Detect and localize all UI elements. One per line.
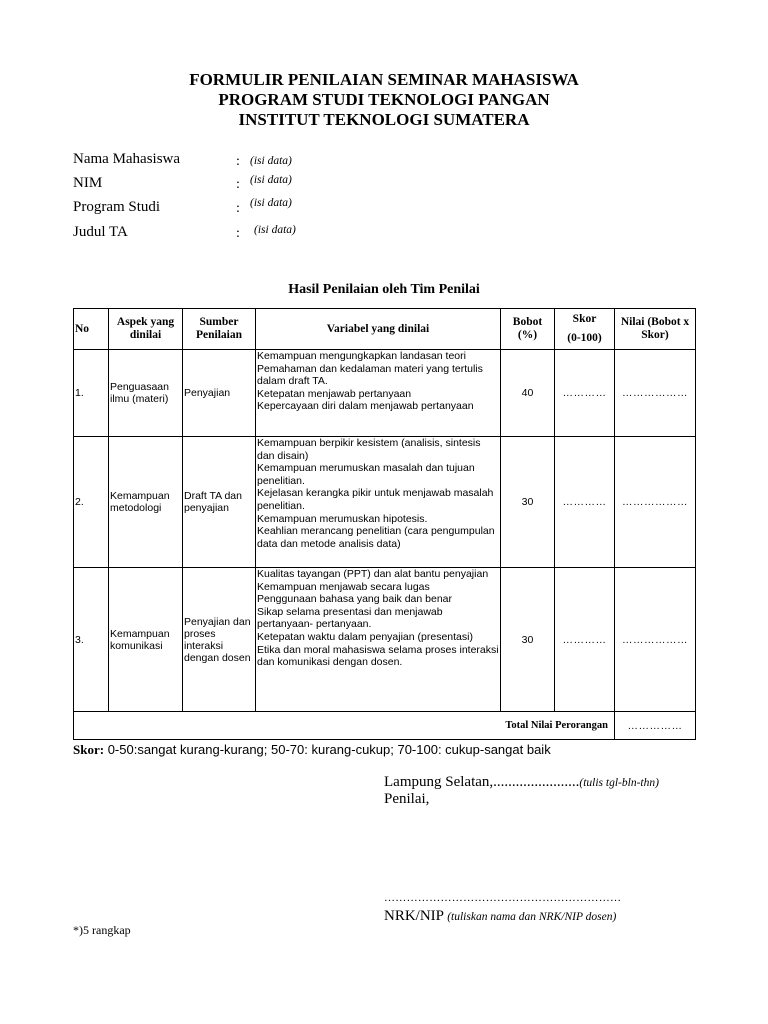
row-skor-input[interactable]: ………… <box>555 350 615 437</box>
score-scale <box>73 742 551 758</box>
header-no: No <box>74 309 109 350</box>
footnote: *)5 rangkap <box>73 923 131 937</box>
header-skor-line2: (0-100) <box>567 332 602 344</box>
total-row <box>74 712 696 740</box>
criterion: Kemampuan merumuskan masalah dan tujuan penelitian. <box>257 462 475 487</box>
criterion: Kemampuan merumuskan hipotesis. <box>257 512 428 525</box>
row-criteria <box>256 437 501 568</box>
field-colon: : <box>236 177 240 192</box>
row-no: 1. <box>74 350 109 437</box>
field-label: Nama Mahasiswa <box>73 151 181 167</box>
signature-line[interactable]: ……………………………………………………… <box>384 892 622 904</box>
row-bobot: 30 <box>501 568 555 712</box>
header-sumber: Sumber Penilaian <box>183 309 256 350</box>
signature-assessor: Penilai, <box>384 791 430 807</box>
section-title: Hasil Penilaian oleh Tim Penilai <box>288 282 480 297</box>
row-bobot: 40 <box>501 350 555 437</box>
row-aspek: Kemampuan metodologi <box>109 437 183 568</box>
score-scale-text: 0-50:sangat kurang-kurang; 50-70: kurang-cukup; 70-100: cukup-sangat baik <box>107 742 551 757</box>
criterion: Pemahaman dan kedalaman materi yang tertulis dalam draft TA. <box>257 362 483 388</box>
total-value-input[interactable]: …………… <box>615 712 696 740</box>
field-label: Program Studi <box>73 199 161 215</box>
row-aspek: Penguasaan ilmu (materi) <box>109 350 183 437</box>
header-nilai: Nilai (Bobot x Skor) <box>615 309 696 350</box>
row-no: 2. <box>74 437 109 568</box>
criterion: Etika dan moral mahasiswa selama proses interaksi dan komunikasi dengan dosen. <box>257 643 499 669</box>
header-bobot: Bobot (%) <box>501 309 555 350</box>
header-aspek: Aspek yang dinilai <box>109 309 183 350</box>
row-criteria <box>256 568 501 712</box>
assessment-table <box>73 308 696 740</box>
field-colon: : <box>236 154 240 169</box>
row-criteria <box>256 350 501 437</box>
score-scale-label: Skor: <box>73 742 105 757</box>
criterion: Penggunaan bahasa yang baik dan benar <box>257 593 452 606</box>
field-colon: : <box>236 226 240 241</box>
header-skor <box>555 309 615 350</box>
row-sumber: Penyajian <box>183 350 256 437</box>
field-value[interactable]: (isi data) <box>250 155 292 167</box>
field-label: NIM <box>73 175 103 191</box>
criterion: Keahlian merancang penelitian (cara pengumpulan data dan metode analisis data) <box>257 525 495 550</box>
table-row <box>74 350 696 437</box>
signature-nrk-hint: (tuliskan nama dan NRK/NIP dosen) <box>447 911 617 923</box>
row-no: 3. <box>74 568 109 712</box>
criterion: Kualitas tayangan (PPT) dan alat bantu penyajian <box>257 568 489 580</box>
row-skor-input[interactable]: ………… <box>555 437 615 568</box>
criterion: Ketepatan waktu dalam penyajian (presentasi) <box>257 630 473 643</box>
row-skor-input[interactable]: ………… <box>555 568 615 712</box>
criterion: Kejelasan kerangka pikir untuk menjawab masalah penelitian. <box>257 487 494 512</box>
criterion: Kemampuan berpikir kesistem (analisis, sintesis dan disain) <box>257 437 481 462</box>
field-value[interactable]: (isi data) <box>250 197 292 209</box>
row-nilai-input[interactable]: ……………… <box>615 568 696 712</box>
signature-nrk <box>384 908 616 925</box>
field-label: Judul TA <box>73 224 128 240</box>
criterion: Sikap selama presentasi dan menjawab pertanyaan- pertanyaan. <box>257 605 443 631</box>
header-variabel: Variabel yang dinilai <box>256 309 501 350</box>
field-value[interactable]: (isi data) <box>250 174 292 186</box>
title-line-2: PROGRAM STUDI TEKNOLOGI PANGAN <box>218 90 550 109</box>
row-nilai-input[interactable]: ……………… <box>615 437 696 568</box>
field-value[interactable]: (isi data) <box>254 224 296 236</box>
table-row <box>74 437 696 568</box>
criterion: Kepercayaan diri dalam menjawab pertanyaan <box>257 400 474 413</box>
row-sumber: Draft TA dan penyajian <box>183 437 256 568</box>
signature-nrk-label: NRK/NIP <box>384 908 444 924</box>
criterion: Kemampuan mengungkapkan landasan teori <box>257 350 466 362</box>
field-colon: : <box>236 201 240 216</box>
title-line-3: INSTITUT TEKNOLOGI SUMATERA <box>238 110 530 129</box>
row-sumber: Penyajian dan proses interaksi dengan dosen <box>183 568 256 712</box>
total-label: Total Nilai Perorangan <box>74 712 615 740</box>
criterion: Kemampuan menjawab secara lugas <box>257 580 430 593</box>
table-row <box>74 568 696 712</box>
table-header-row <box>74 309 696 350</box>
title-line-1: FORMULIR PENILAIAN SEMINAR MAHASISWA <box>189 70 579 89</box>
row-aspek: Kemampuan komunikasi <box>109 568 183 712</box>
criterion: Ketepatan menjawab pertanyaan <box>257 387 412 400</box>
signature-place[interactable]: Lampung Selatan,....................... <box>384 774 580 790</box>
signature-date-hint: (tulis tgl-bln-thn) <box>579 777 659 789</box>
signature-place-date <box>384 774 659 791</box>
row-bobot: 30 <box>501 437 555 568</box>
header-skor-line1: Skor <box>572 313 597 325</box>
row-nilai-input[interactable]: ……………… <box>615 350 696 437</box>
